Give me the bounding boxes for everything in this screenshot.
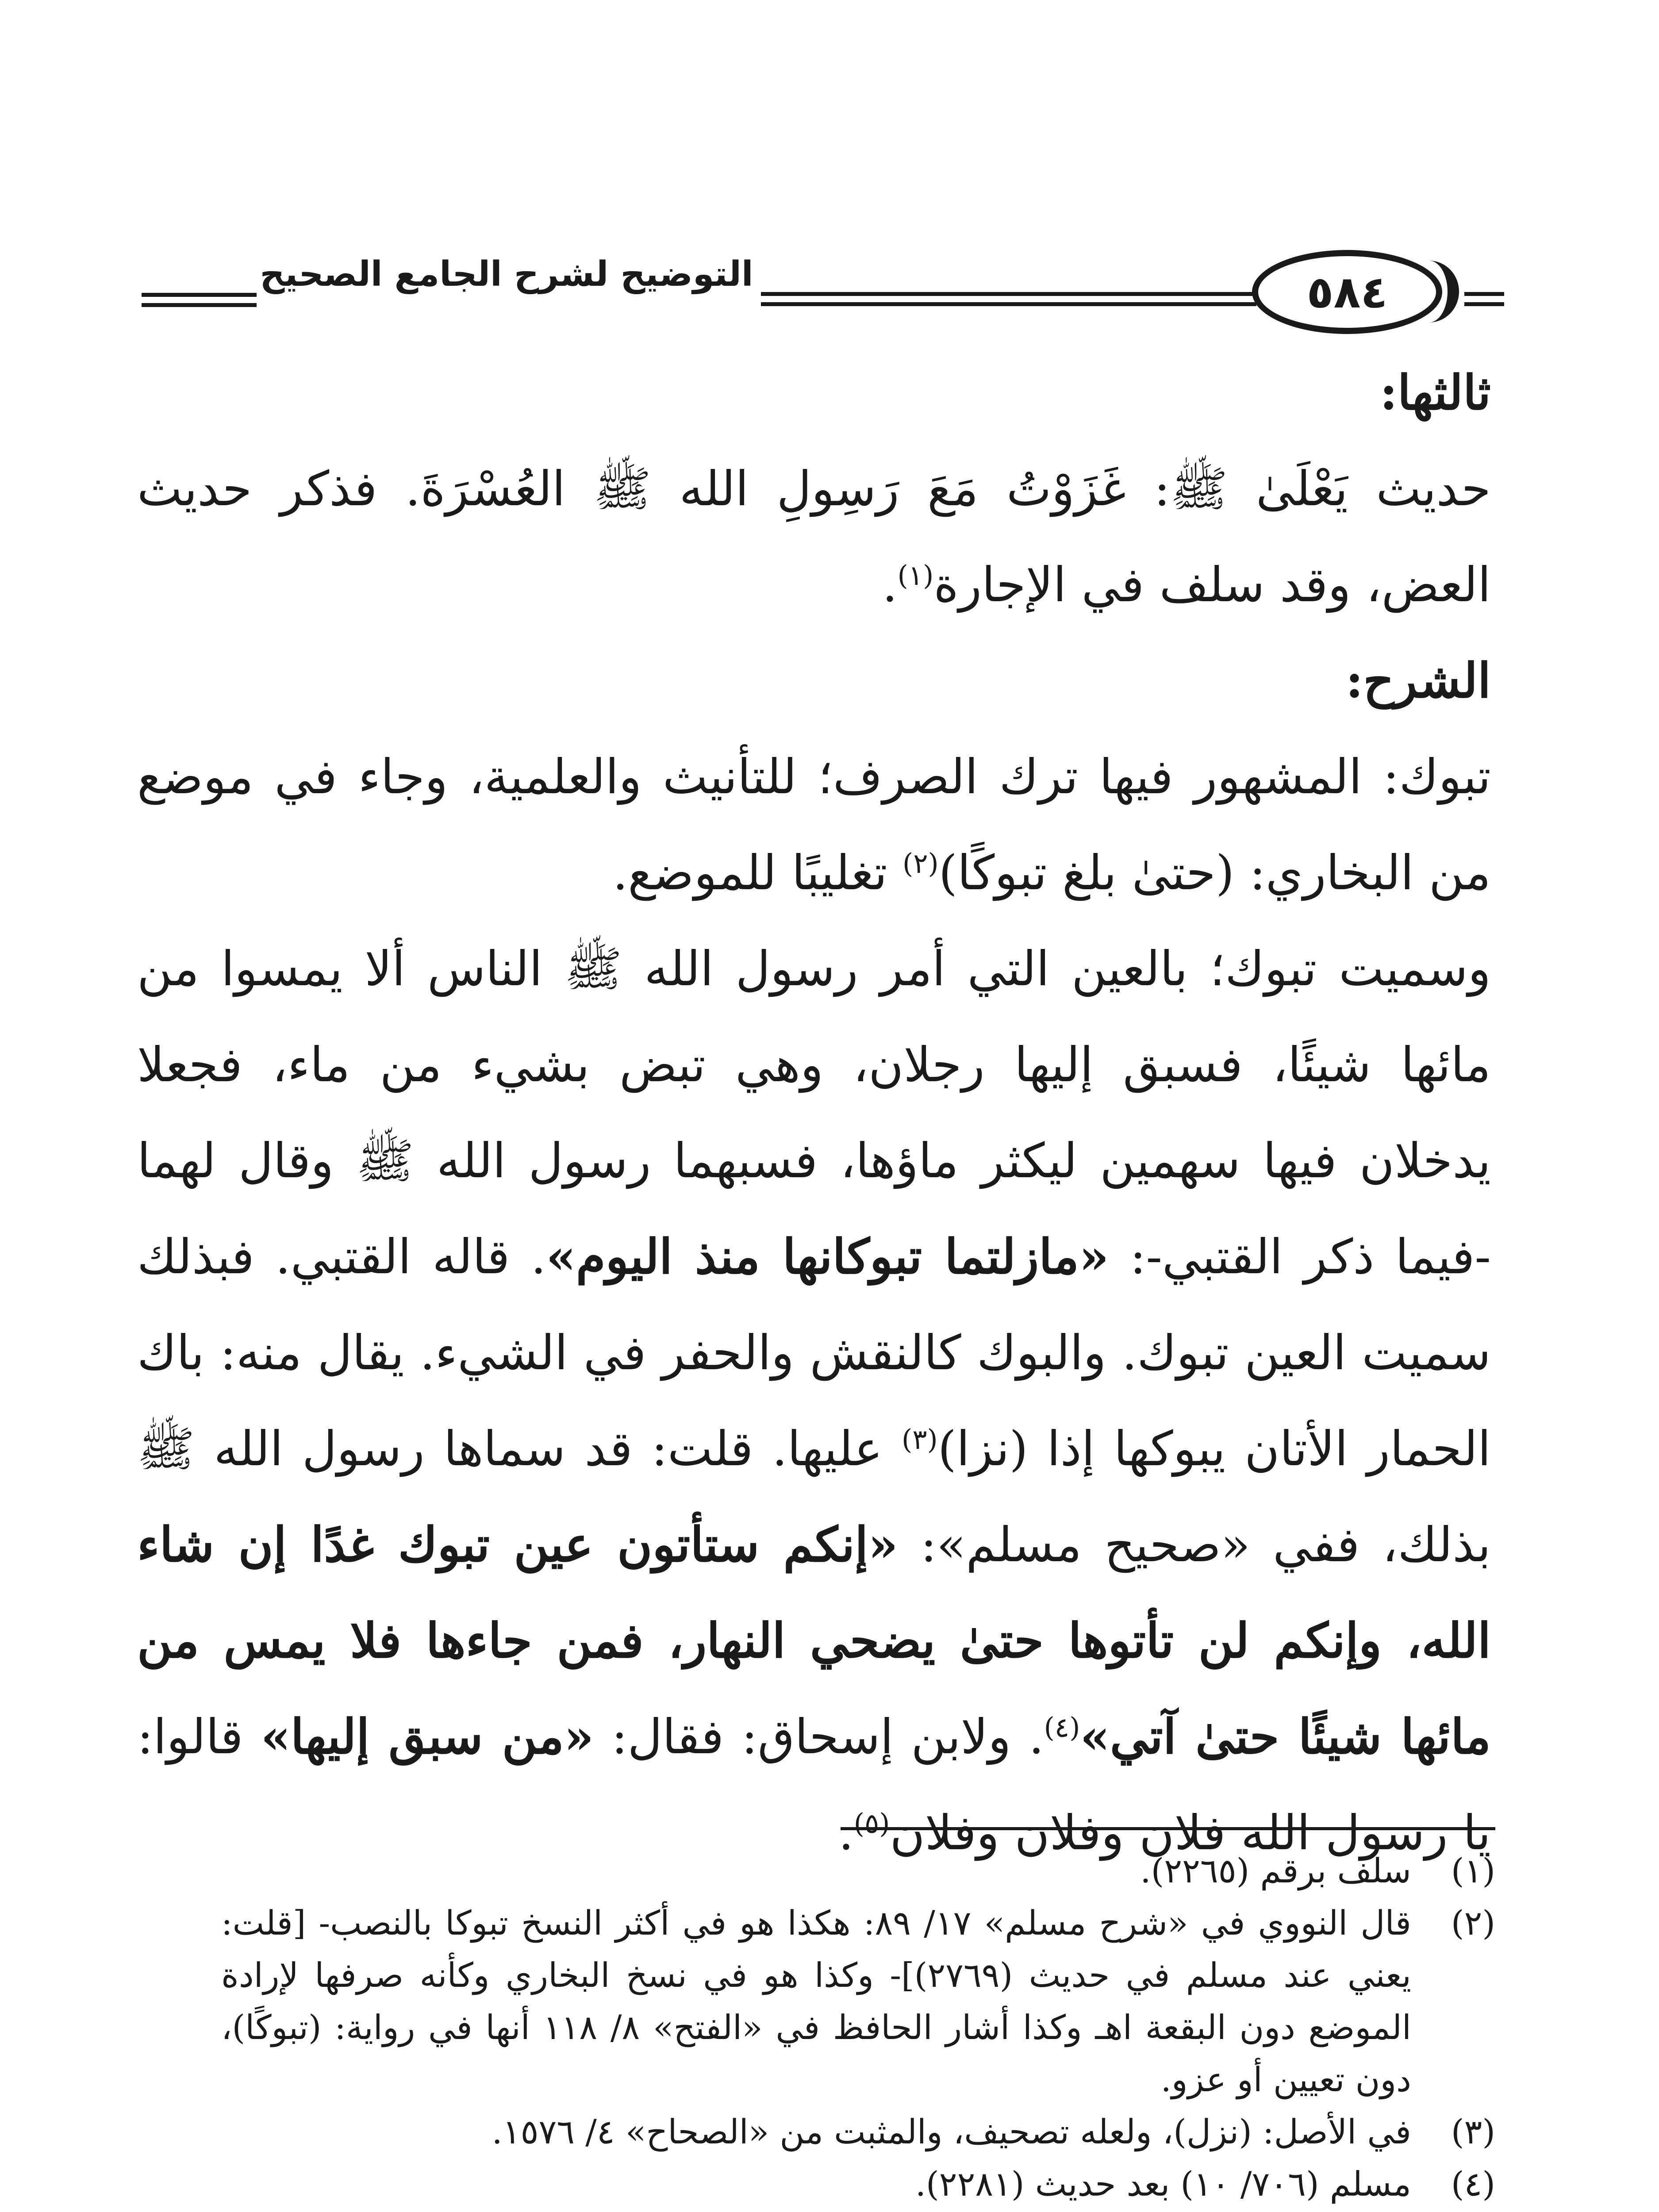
paragraph-text: تغليبًا للموضع. (612, 845, 902, 901)
page-number: ٥٨٤ (1306, 266, 1388, 318)
footnote-text: مسلم (٧٠٦/ ١٠) بعد حديث (٢٢٨١). (915, 2164, 1411, 2204)
footnote-number: (١) (1451, 1851, 1495, 1890)
footnote-ref: (٥) (853, 1807, 890, 1839)
section-heading-commentary: الشرح: (1345, 653, 1491, 709)
footnote-text (221, 2210, 1411, 2212)
quote-bold: «من سبق إليها» (261, 1709, 594, 1765)
header-rule-right (1464, 292, 1504, 306)
footnote-ref: (٤) (1044, 1711, 1080, 1743)
footnote-item (221, 2158, 1495, 2210)
paragraph-text: . (838, 1805, 854, 1861)
running-header (0, 212, 1659, 345)
footnote-text: قال النووي في «شرح مسلم» ١٧/ ٨٩: هكذا هو في أكثر النسخ تبوكا بالنصب- [قلت: يعني عند مسلم في حديث (٢٧٦٩)]- وكذا هو في نسخ البخاري وكأنه صرفها لإرادة الموضع دون البقعة اهـ وكذا أشار الحافظ في «الفتح» ٨/ ١١٨ أنها في رواية: (تبوكًا)، دون تعيين أو عزو. (221, 1903, 1412, 2099)
footnote-ref: (١) (897, 559, 934, 591)
footnotes (221, 1845, 1495, 2212)
hadith-bold: «إنكم ستأتون عين تبوك غدًا إن شاء الله، وإنكم لن تأتوها حتىٰ يضحي النهار، فمن جاءها فلا يمس من مائها شيئًا حتىٰ آتي» (137, 1517, 1491, 1765)
footnote-item (221, 2210, 1495, 2212)
footnote-ref: (٢) (902, 847, 939, 879)
book-title: التوضيح لشرح الجامع الصحيح (260, 254, 753, 294)
paragraph-text: قالوا: يا رسول الله فلان وفلان وفلان (137, 1709, 1491, 1861)
footnote-number (1411, 2210, 1495, 2212)
paragraph-hadith (137, 441, 1491, 633)
footnote-number: (٣) (1451, 2112, 1495, 2151)
header-rule-left (142, 293, 257, 307)
footnote-item (221, 1845, 1495, 1897)
page-number-badge (1252, 250, 1442, 334)
paragraph-text: حديث يَعْلَىٰ ﷺ: غَزَوْتُ مَعَ رَسِولِ الله ﷺ العُسْرَةَ. فذكر حديث العض، وقد سلف في الإجارة (137, 461, 1491, 613)
footnote-item (221, 1897, 1495, 2106)
paragraph-tabuk-name (137, 729, 1491, 921)
section-heading-third: ثالثها: (1379, 365, 1491, 421)
paragraph-text: . ولابن إسحاق: فقال: (594, 1709, 1044, 1765)
footnote-separator (841, 1827, 1495, 1830)
footnote-text: في الأصل: (نزل)، ولعله تصحيف، والمثبت من «الصحاح» ٤/ ١٥٧٦. (492, 2112, 1411, 2151)
main-text (137, 345, 1491, 1881)
footnote-item (221, 2106, 1495, 2158)
footnote-number: (٢) (1451, 1903, 1495, 1943)
paragraph-text: تبوك: المشهور فيها ترك الصرف؛ للتأنيث والعلمية، وجاء في موضع من البخاري: (حتىٰ بلغ تبوكًا) (137, 749, 1491, 901)
header-rule-middle (761, 292, 1256, 306)
footnote-ref: (٣) (902, 1423, 938, 1455)
paragraph-text: . (882, 557, 898, 613)
quote-bold: «مازلتما تبوكانها منذ اليوم» (546, 1229, 1109, 1285)
footnote-number: (٤) (1451, 2164, 1495, 2204)
paragraph-tabuk-origin (137, 921, 1491, 1881)
paragraph-text: وسميت تبوك؛ بالعين التي أمر رسول الله ﷺ الناس ألا يمسوا من مائها شيئًا، فسبق إليها رجلان، وهي تبض بشيء من ماء، فجعلا يدخلان فيها سهمين ليكثر ماؤها، فسبهما رسول الله ﷺ وقال لهما -فيما ذكر القتبي-: (137, 941, 1491, 1285)
paragraph-text: . قاله القتبي. فبذلك سميت العين تبوك. والبوك كالنقش والحفر في الشيء. يقال منه: باك الحمار الأتان يبوكها إذا (نزا) (137, 1229, 1491, 1477)
paragraph-text: عليها. قلت: قد سماها رسول الله ﷺ بذلك، ففي «صحيح مسلم»: (137, 1421, 1491, 1573)
footnote-text: سلف برقم (٢٢٦٥). (1140, 1851, 1411, 1890)
